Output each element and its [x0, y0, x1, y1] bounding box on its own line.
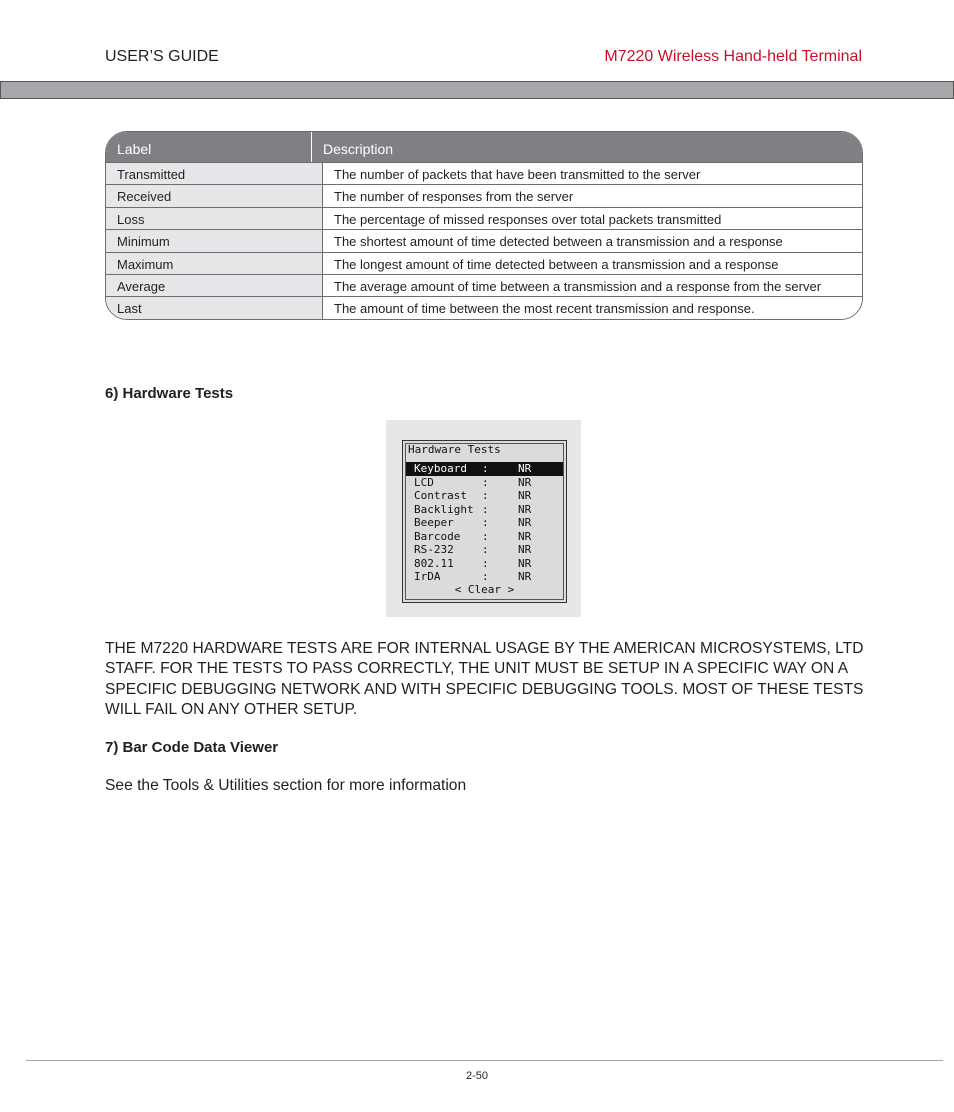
item-value: NR [518, 529, 532, 543]
row-description: The number of responses from the server [323, 185, 862, 206]
item-colon: : [482, 516, 489, 529]
table-row [106, 296, 862, 318]
table-row [106, 252, 862, 274]
item-name: Beeper [414, 516, 454, 529]
item-colon: : [482, 489, 489, 502]
item-value: NR [518, 543, 532, 556]
row-label: Average [106, 275, 323, 296]
table-row [106, 274, 862, 296]
item-colon: : [482, 502, 489, 516]
row-label: Maximum [106, 253, 323, 274]
menu-item-80211[interactable] [406, 557, 563, 571]
row-label: Loss [106, 208, 323, 229]
header-product-name: M7220 Wireless Hand-held Terminal [604, 48, 862, 65]
row-description: The percentage of missed responses over total packets transmitted [323, 208, 862, 229]
table-header [106, 132, 862, 162]
menu-item-beeper[interactable] [406, 516, 563, 530]
item-name: RS-232 [414, 543, 454, 556]
tools-reference-text: See the Tools & Utilities section for more information [105, 777, 467, 794]
table-row [106, 184, 862, 206]
section-heading-hardware-tests: 6) Hardware Tests [105, 385, 234, 402]
item-value: NR [518, 462, 532, 475]
statistics-table [105, 131, 863, 320]
clear-button[interactable]: < Clear > [454, 583, 515, 596]
item-value: NR [518, 475, 532, 489]
item-name: 802.11 [414, 556, 454, 570]
page-number: 2-50 [465, 1070, 489, 1082]
menu-item-lcd[interactable] [406, 476, 563, 490]
item-value: NR [518, 556, 532, 570]
item-value: NR [518, 570, 532, 583]
menu-item-keyboard[interactable] [406, 462, 563, 476]
item-value: NR [518, 489, 532, 502]
lcd-screen [402, 440, 567, 603]
row-description: The amount of time between the most recent transmission and response. [323, 297, 862, 318]
table-row [106, 207, 862, 229]
item-value: NR [518, 516, 532, 529]
item-value: NR [518, 502, 532, 516]
menu-item-barcode[interactable] [406, 530, 563, 544]
item-colon: : [482, 556, 489, 570]
row-description: The number of packets that have been transmitted to the server [323, 163, 862, 184]
device-screenshot [386, 420, 581, 617]
header-guide-title: USER’S GUIDE [105, 48, 219, 65]
menu-item-rs232[interactable] [406, 543, 563, 557]
row-description: The shortest amount of time detected between a transmission and a response [323, 230, 862, 251]
item-name: Contrast [414, 489, 467, 502]
item-colon: : [482, 543, 489, 556]
row-label: Received [106, 185, 323, 206]
hardware-tests-notice: THE M7220 HARDWARE TESTS ARE FOR INTERNAL USAGE BY THE AMERICAN MICROSYSTEMS, LTD STAFF. FOR THE TESTS TO PASS CORRECTLY, THE UNIT MUST BE SETUP IN A SPECIFIC WAY ON A SPECIFIC DEBUGGING NETWORK AND WITH SPECIFIC DEBUGGING TOOLS. MOST OF THESE TESTS WILL FAIL ON ANY OTHER SETUP. [105, 640, 864, 718]
row-label: Transmitted [106, 163, 323, 184]
item-colon: : [482, 529, 489, 543]
item-name: Barcode [414, 529, 461, 543]
item-name: IrDA [414, 570, 441, 583]
screen-title: Hardware Tests [408, 443, 501, 456]
row-description: The average amount of time between a transmission and a response from the server [323, 275, 862, 296]
item-name: Backlight [414, 502, 474, 516]
menu-item-irda[interactable] [406, 570, 563, 584]
section-heading-bar-code-viewer: 7) Bar Code Data Viewer [105, 739, 279, 756]
footer-rule [26, 1060, 943, 1061]
item-colon: : [482, 475, 489, 489]
item-name: LCD [414, 475, 434, 489]
table-row [106, 229, 862, 251]
row-label: Last [106, 297, 323, 318]
table-row [106, 162, 862, 184]
column-header-description: Description [323, 141, 394, 157]
item-colon: : [482, 570, 489, 583]
header-bar [0, 81, 954, 99]
column-header-label: Label [106, 132, 312, 162]
row-description: The longest amount of time detected between a transmission and a response [323, 253, 862, 274]
item-colon: : [482, 462, 489, 475]
menu-item-backlight[interactable] [406, 503, 563, 517]
row-label: Minimum [106, 230, 323, 251]
item-name: Keyboard [414, 462, 467, 475]
menu-item-contrast[interactable] [406, 489, 563, 503]
